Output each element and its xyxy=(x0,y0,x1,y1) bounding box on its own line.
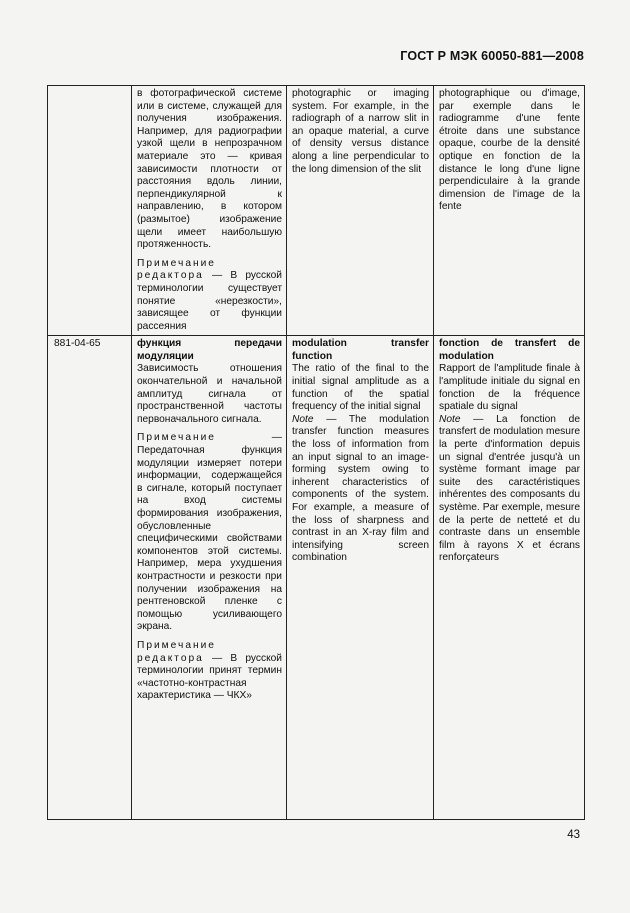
en-term: modulation transfer function xyxy=(292,338,429,362)
fr-note-label: Note xyxy=(439,413,461,425)
en-cell xyxy=(287,86,434,336)
terminology-table xyxy=(47,85,585,820)
table-row xyxy=(48,336,585,820)
term-number-cell xyxy=(48,86,132,336)
en-definition: The ratio of the final to the initial signal amplitude as a function of the spatial frequency of the initial signal xyxy=(292,363,429,413)
ru-cell xyxy=(132,86,287,336)
ru-editor-note xyxy=(137,640,282,703)
fr-note-text: — La fonction de transfert de modulation mesure la perte d'information depuis un signal d'entrée jusqu'à un système formant image par suite des caractéristiques inhérentes des composants du système. Par exemple, mesure de la perte de netteté et du contraste dans un ensemble film à rayons X et écrans renforçateurs xyxy=(439,413,580,564)
ru-term: функция передачи модуляции xyxy=(137,338,282,362)
en-note-label: Note xyxy=(292,413,314,425)
ru-note-label: Примечание редактора xyxy=(137,257,216,282)
ru-editor-note-label: Примечание редактора xyxy=(137,639,216,664)
ru-definition: Зависимость отношения окончательной и начальной амплитуд сигнала от пространственной частоты первоначального сигнала. xyxy=(137,363,282,425)
en-note-text: — The modulation transfer function measures the loss of information from an input signal to an image-forming system owing to inherent characteristics of components of the system. For example, a measure of the loss of sharpness and contrast in an X-ray film and intensifying screen combination xyxy=(292,413,429,564)
fr-note xyxy=(439,414,580,565)
fr-cell xyxy=(434,86,585,336)
fr-definition: Rapport de l'amplitude finale à l'amplitude initiale du signal en fonction de la fréquence spatiale du signal xyxy=(439,363,580,413)
fr-cell xyxy=(434,336,585,820)
ru-note-text: — В русской терминологии существует понятие «нерезкости», зависящее от функции рассеяния xyxy=(137,270,282,332)
ru-editor-note xyxy=(137,258,282,334)
fr-definition: photographique ou d'image, par exemple dans le radiogramme d'une fente étroite dans une substance opaque, courbe de la densité optique en fonction de la distance le long d'une ligne perpendiculaire à la grande dimension de l'image de la fente xyxy=(439,88,580,213)
ru-editor-note-text: — В русской терминологии принят термин «частотно-контрастная характеристика — ЧКХ» xyxy=(137,652,282,702)
ru-cell xyxy=(132,336,287,820)
fr-term: fonction de transfert de modulation xyxy=(439,338,580,362)
ru-note-text: — Передаточная функция модуляции измеряет потери информации, содержащейся в сигнале, который поступает на вход системы формирования изображения, обусловленные специфическими свойствами компонентов этой системы. Например, мера ухудшения контрастности и резкости при получении изображения на рентгеновской пленке с помощью усиливающего экрана. xyxy=(137,432,282,633)
ru-note xyxy=(137,432,282,634)
standard-header: ГОСТ Р МЭК 60050-881—2008 xyxy=(400,49,584,63)
en-note xyxy=(292,414,429,565)
en-cell xyxy=(287,336,434,820)
en-definition: photographic or imaging system. For example, in the radiograph of a narrow slit in an opaque material, a curve of density versus distance along a line perpendicular to the long dimension of the slit xyxy=(292,88,429,175)
term-number-cell: 881-04-65 xyxy=(48,336,132,820)
page-number: 43 xyxy=(567,829,580,841)
table-row xyxy=(48,86,585,336)
ru-note-label: Примечание xyxy=(137,432,216,444)
ru-definition: в фотографической системе или в системе, служащей для получения изображения. Например, для радиографии узкой щели в непрозрачном материале это — кривая зависимости плотности от расстояния вдоль линии, перпендикулярной к направлению, в котором (размытое) изображение щели имеет наибольшую протяженность. xyxy=(137,88,282,251)
